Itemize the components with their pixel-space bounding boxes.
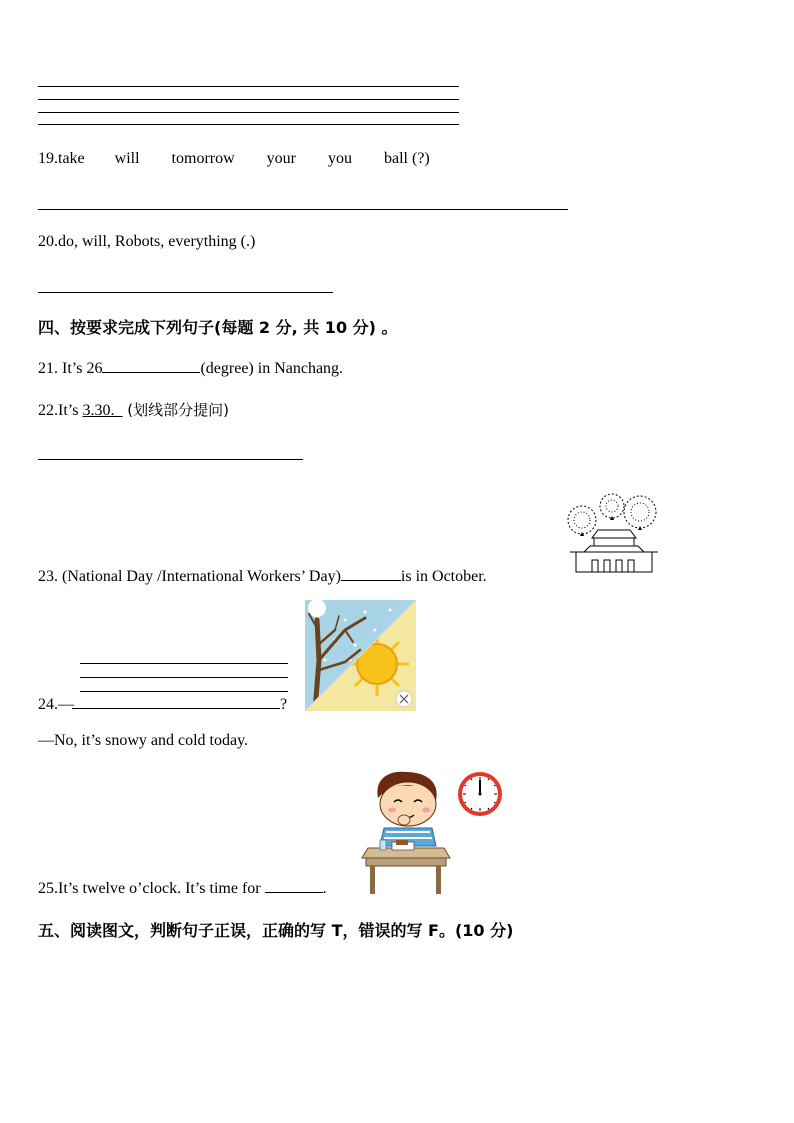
blank-24[interactable]: [72, 694, 280, 709]
blank-21[interactable]: [102, 358, 200, 373]
section-4-title: 四、按要求完成下列句子(每题 2 分, 共 10 分) 。: [38, 318, 398, 337]
word: take: [58, 150, 85, 167]
question-19: [38, 150, 430, 168]
answer-line[interactable]: [38, 124, 459, 125]
blank-25[interactable]: [265, 878, 323, 893]
section-5-title: 五、阅读图文，判断句子正误，正确的写 T，错误的写 F。(10 分): [38, 921, 514, 940]
word: ball: [383, 150, 408, 167]
answer-line[interactable]: [38, 86, 459, 87]
boy-eating-image: [360, 768, 452, 896]
clock-image: [456, 770, 504, 818]
answer-line-22[interactable]: [38, 459, 303, 460]
answer-line-24[interactable]: [80, 691, 288, 692]
word: you: [327, 150, 352, 167]
word: tomorrow: [171, 150, 235, 167]
answer-24: —No, it’s snowy and cold today.: [38, 732, 249, 749]
question-22: 22.It’s 3.30._ (划线部分提问): [38, 401, 229, 419]
word: will: [114, 150, 140, 167]
answer-line-24[interactable]: [80, 663, 288, 664]
question-25: 25.It’s twelve o’clock. It’s time for .: [38, 880, 327, 897]
answer-line[interactable]: [38, 99, 459, 100]
blank-23[interactable]: [341, 566, 401, 581]
word: your: [266, 150, 296, 167]
question-23: 23. (National Day /International Workers’ Day) is in October.: [38, 568, 487, 585]
answer-line[interactable]: [38, 112, 459, 113]
punctuation: (?): [411, 150, 430, 167]
question-number: 19.: [38, 150, 58, 167]
answer-line-20[interactable]: [38, 292, 333, 293]
tiananmen-fireworks-image: [562, 490, 666, 576]
question-20: 20.do, will, Robots, everything (.): [38, 233, 256, 250]
underlined-part: 3.30._: [82, 402, 123, 419]
answer-line-19[interactable]: [38, 209, 568, 210]
question-21: 21. It’s 26 (degree) in Nanchang.: [38, 360, 344, 377]
winter-summer-image: [305, 600, 416, 711]
answer-line-24[interactable]: [80, 677, 288, 678]
question-24: 24.— ?: [38, 696, 288, 713]
